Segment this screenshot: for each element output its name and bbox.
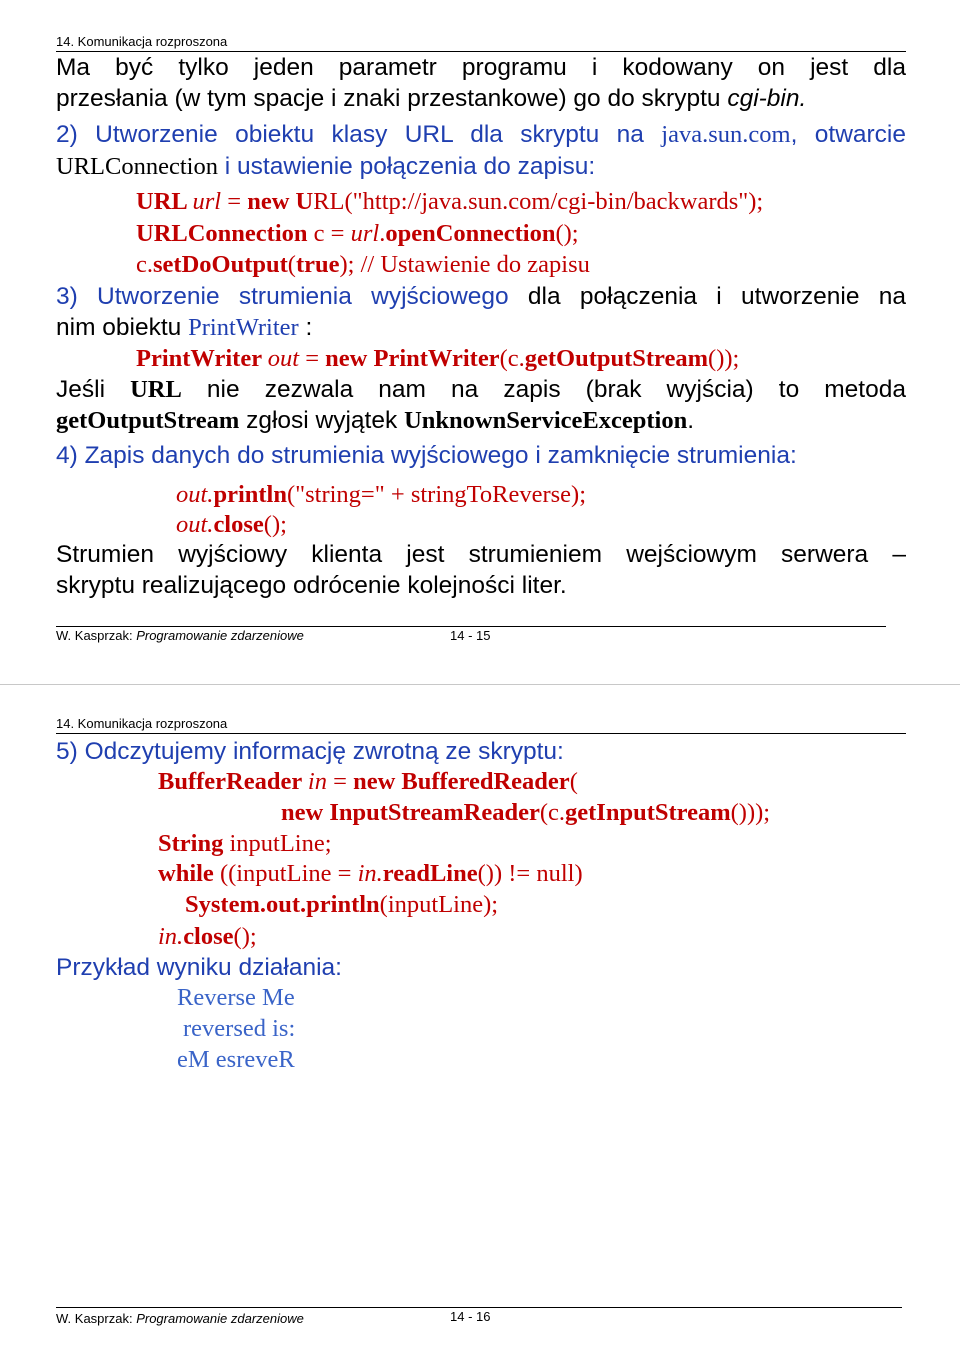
step-3-heading: 3) Utworzenie strumienia wyjściowego dla połączenia i utworzenie na	[56, 283, 907, 310]
footer-rule	[56, 626, 886, 627]
code-line: c.setDoOutput(true); // Ustawienie do zapisu	[136, 251, 590, 278]
text-line: skryptu realizującego odrócenie kolejności liter.	[56, 572, 567, 599]
slide-14-16	[0, 684, 960, 1367]
output-line: reversed is:	[183, 1015, 296, 1042]
text-line: Jeśli URL nie zezwala nam na zapis (brak wyjścia) to metoda	[56, 376, 906, 403]
code-line: String inputLine;	[158, 830, 332, 857]
code-line: new InputStreamReader(c.getInputStream()));	[281, 799, 771, 826]
text-line: nim obiektu PrintWriter :	[56, 314, 313, 341]
header-rule	[56, 733, 906, 734]
text-line: Strumien wyjściowy klienta jest strumieniem wejściowym serwera –	[56, 541, 906, 568]
code-line: out.close();	[176, 511, 287, 538]
step-5-heading: 5) Odczytujemy informację zwrotną ze skryptu:	[56, 738, 564, 765]
header-rule	[56, 51, 906, 52]
footer-author: W. Kasprzak: Programowanie zdarzeniowe	[56, 1311, 304, 1326]
code-line: in.close();	[158, 923, 257, 950]
output-line: Reverse Me	[177, 984, 295, 1011]
footer-rule	[56, 1307, 902, 1308]
output-line: eM esreveR	[177, 1046, 295, 1073]
step-4-heading: 4) Zapis danych do strumienia wyjściowego i zamknięcie strumienia:	[56, 442, 797, 469]
code-line: PrintWriter out = new PrintWriter(c.getOutputStream());	[136, 345, 740, 372]
code-line: BufferReader in = new BufferedReader(	[158, 768, 578, 795]
code-line: System.out.println(inputLine);	[185, 891, 499, 918]
code-line: URLConnection c = url.openConnection();	[136, 220, 579, 247]
code-line: URL url = new URL("http://java.sun.com/cgi-bin/backwards");	[136, 188, 764, 215]
footer-author: W. Kasprzak: Programowanie zdarzeniowe	[56, 628, 304, 643]
text-line: getOutputStream zgłosi wyjątek UnknownServiceException.	[56, 407, 695, 434]
example-heading: Przykład wyniku działania:	[56, 954, 342, 981]
page-number: 14 - 16	[450, 1309, 491, 1324]
slide-header: 14. Komunikacja rozproszona	[56, 34, 228, 49]
step-2-heading: 2) Utworzenie obiektu klasy URL dla skryptu na java.sun.com, otwarcie	[56, 121, 907, 148]
text-line: przesłania (w tym spacje i znaki przestankowe) go do skryptu cgi-bin.	[56, 85, 807, 112]
text-line: Ma być tylko jeden parametr programu i kodowany on jest dla	[56, 54, 906, 81]
page-number: 14 - 15	[450, 628, 491, 643]
slide-header: 14. Komunikacja rozproszona	[56, 716, 228, 731]
step-2-heading-cont: URLConnection i ustawienie połączenia do zapisu:	[56, 153, 596, 180]
code-line: out.println("string=" + stringToReverse);	[176, 481, 587, 508]
code-line: while ((inputLine = in.readLine()) != null)	[158, 860, 583, 887]
